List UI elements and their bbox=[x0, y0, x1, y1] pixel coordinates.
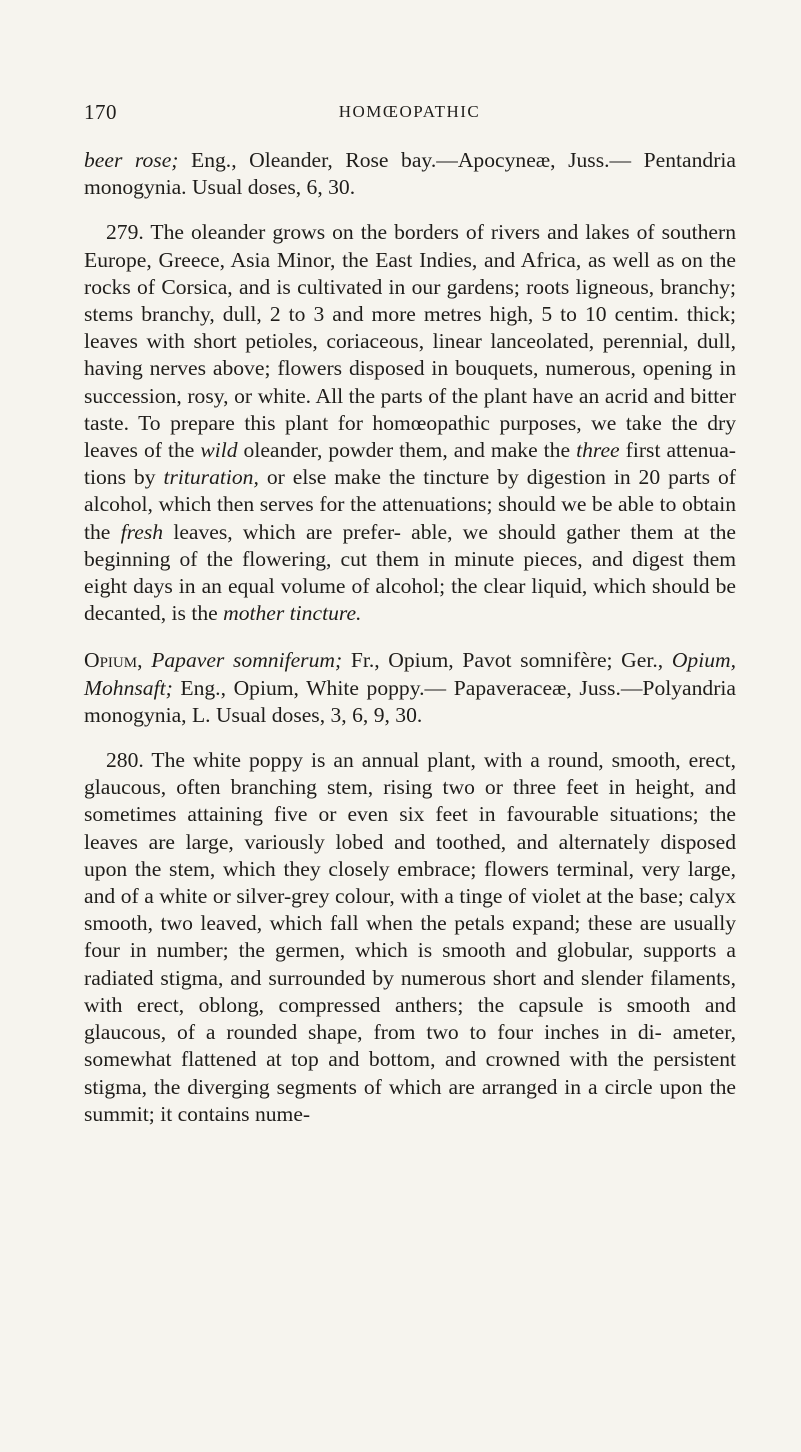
text-segment: Papaver somniferum; bbox=[151, 648, 343, 673]
text-segment: beer rose; bbox=[84, 148, 179, 172]
text-segment: or else make the tincture by digestion in 20 parts of alcohol, which then serves for the attenuations; should we be able to obtain the bbox=[84, 465, 736, 544]
text-segment: Opium, Mohnsaft; bbox=[84, 648, 737, 700]
text-segment: Eng., Oleander, Rose bay.—Apocyneæ, Juss.— Pentandria monogynia. Usual doses, 6, 30. bbox=[84, 148, 736, 200]
text-segment: wild bbox=[200, 438, 238, 463]
text-segment: oleander, powder them, and make the bbox=[237, 438, 577, 463]
text-segment bbox=[143, 648, 152, 672]
page-body bbox=[84, 147, 736, 1128]
text-segment: 279. The oleander grows on the borders of rivers and lakes of southern Europe, Greece, Asia Minor, the East Indies, and Africa, as well as on the rocks of Corsica, and is cultivated in our gardens; roots ligneous, branchy; stems branchy, dull, 2 to 3 and more metres high, 5 to 10 centim. thick; leaves with short petioles, coriaceous, linear lanceolated, perennial, dull, having nerves above; flowers disposed in bouquets, numerous, opening in succession, rosy, or white. All the parts of the plant have an acrid and bitter taste. To prepare this plant for homœopathic purposes, we take the dry leaves of the bbox=[84, 220, 736, 463]
text-segment: three bbox=[576, 438, 620, 463]
paragraph-280 bbox=[84, 747, 736, 1128]
text-segment: trituration, bbox=[163, 465, 259, 490]
running-title: HOMŒOPATHIC bbox=[338, 102, 481, 121]
page-number: 170 bbox=[84, 100, 117, 124]
paragraph-oleander-names bbox=[84, 147, 736, 201]
text-segment: fresh bbox=[120, 519, 164, 544]
paragraph-opium-names bbox=[84, 647, 736, 729]
paragraph-279 bbox=[84, 219, 736, 627]
text-segment: leaves, which are prefer- able, we should gather them at the beginning of the flowering, cut them in minute pieces, and digest them eight days in an equal volume of alcohol; the clear liquid, which should be decanted, is the bbox=[84, 519, 737, 626]
text-segment: Eng., Opium, White poppy.— Papaveraceæ, Juss.—Polyandria monogynia, L. Usual doses, 3, 6, 9, 30. bbox=[84, 675, 736, 727]
text-segment: first attenua- tions by bbox=[84, 438, 736, 490]
text-segment: mother tincture. bbox=[223, 601, 362, 626]
page-header bbox=[84, 100, 735, 130]
text-segment: Opium, bbox=[84, 648, 143, 673]
text-segment: Fr., Opium, Pavot somnifère; Ger., bbox=[342, 648, 672, 673]
text-segment: 280. The white poppy is an annual plant, with a round, smooth, erect, glaucous, often branching stem, rising two or three feet in height, and sometimes attaining five or even six feet in favourable situations; the leaves are large, variously lobed and toothed, and alternately disposed upon the stem, which they closely embrace; flowers terminal, very large, and of a white or silver-grey colour, with a tinge of violet at the base; calyx smooth, two leaved, which fall when the petals expand; these are usually four in number; the germen, which is smooth and globular, supports a radiated stigma, and surrounded by numerous short and slender filaments, with erect, oblong, compressed anthers; the capsule is smooth and glaucous, of a rounded shape, from two to four inches in di- ameter, somewhat flattened at top and bottom, and crowned with the persistent stigma, the diverging segments of which are arranged in a circle upon the summit; it contains nume- bbox=[84, 748, 736, 1126]
